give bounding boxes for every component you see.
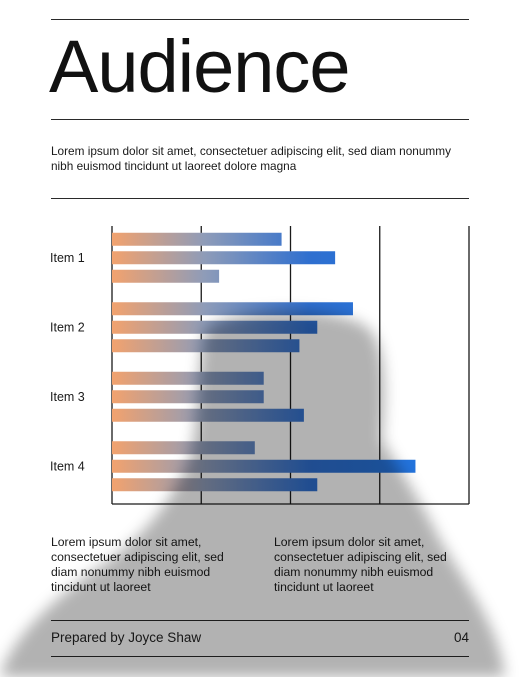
top-rule xyxy=(51,19,469,20)
bar xyxy=(112,339,299,352)
bar xyxy=(112,372,264,385)
bar-chart xyxy=(40,220,480,520)
bar xyxy=(112,251,335,264)
bar xyxy=(112,302,353,315)
bar xyxy=(112,270,219,283)
category-label: Item 4 xyxy=(50,459,85,474)
left-column-text: Lorem ipsum dolor sit amet, consectetuer adipiscing elit, sed diam nonummy nibh euismod tincidunt ut laoreet xyxy=(51,535,224,594)
bars xyxy=(112,233,415,492)
page-title: Audience xyxy=(49,25,350,108)
bar xyxy=(112,478,317,491)
bar xyxy=(112,460,415,473)
bar xyxy=(112,321,317,334)
category-labels xyxy=(50,251,85,474)
intro-rule xyxy=(51,198,469,199)
intro-text: Lorem ipsum dolor sit amet, consectetuer adipiscing elit, sed diam nonummy nibh euismod tincidunt ut laoreet dolore magna xyxy=(51,144,451,173)
category-label: Item 1 xyxy=(50,250,85,265)
category-label: Item 2 xyxy=(50,320,85,335)
title-rule xyxy=(51,119,469,120)
bar xyxy=(112,409,304,422)
chart-svg xyxy=(40,220,480,520)
category-label: Item 3 xyxy=(50,389,85,404)
bar xyxy=(112,233,282,246)
bar xyxy=(112,390,264,403)
bar xyxy=(112,441,255,454)
footer-bottom-rule xyxy=(51,656,469,657)
footer-top-rule xyxy=(51,620,469,621)
page-number: 04 xyxy=(453,630,469,645)
right-column-text: Lorem ipsum dolor sit amet, consectetuer adipiscing elit, sed diam nonummy nibh euismod tincidunt ut laoreet xyxy=(274,535,447,594)
prepared-by: Prepared by Joyce Shaw xyxy=(51,630,202,645)
